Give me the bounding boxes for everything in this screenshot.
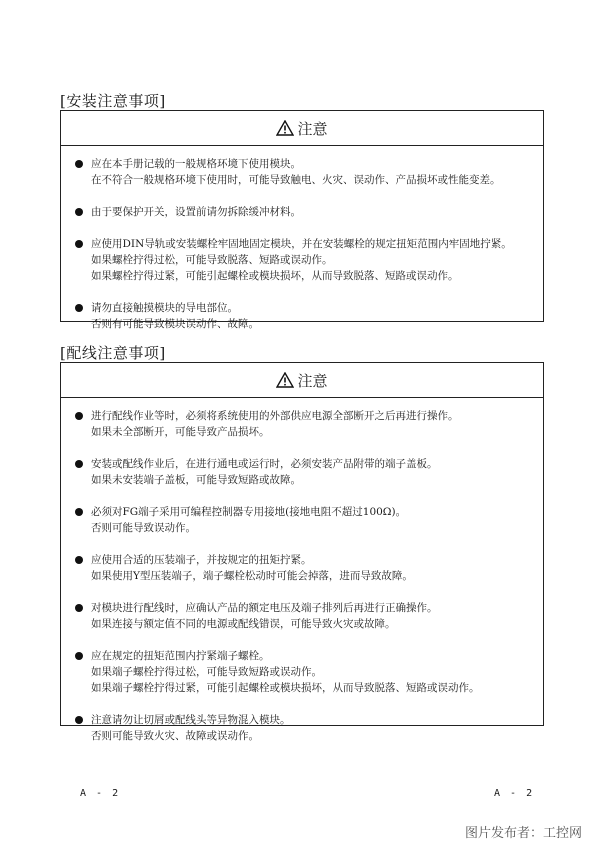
caution-item — [73, 552, 531, 584]
bullet-icon — [75, 460, 83, 468]
install-section-title: [安装注意事项] — [60, 92, 166, 110]
caution-item — [73, 408, 531, 440]
caution-text-line: 安装或配线作业后，在进行通电或运行时，必须安装产品附带的端子盖板。 — [91, 458, 438, 470]
wiring-section-title: [配线注意事项] — [60, 344, 166, 362]
bullet-icon — [75, 240, 83, 248]
caution-text-line: 由于要保护开关，设置前请勿拆除缓冲材料。 — [91, 206, 301, 218]
install-caution-label: 注意 — [297, 119, 328, 138]
caution-text-line: 应在规定的扭矩范围内拧紧端子螺栓。 — [91, 650, 270, 662]
bullet-icon — [75, 412, 83, 420]
caution-text-line: 如果未安装端子盖板，可能导致短路或故障。 — [91, 474, 301, 486]
caution-text-line: 如果连接与额定值不同的电源或配线错误，可能导致火灾或故障。 — [91, 618, 396, 630]
bullet-icon — [75, 160, 83, 168]
caution-text-line: 注意请勿让切屑或配线头等异物混入模块。 — [91, 714, 291, 726]
caution-text-line: 如果螺栓拧得过紧，可能引起螺栓或模块损坏，从而导致脱落、短路或误动作。 — [91, 270, 459, 282]
caution-text-line: 如果端子螺栓拧得过紧，可能引起螺栓或模块损坏，从而导致脱落、短路或误动作。 — [91, 682, 480, 694]
page-number-left: A - 2 — [80, 788, 121, 799]
bullet-icon — [75, 604, 83, 612]
install-caution-header — [61, 111, 543, 146]
publisher-watermark: 图片发布者：工控网 — [464, 826, 582, 841]
caution-text-line: 否则有可能导致模块误动作、故障。 — [91, 318, 259, 330]
bullet-icon — [75, 508, 83, 516]
bullet-icon — [75, 208, 83, 216]
caution-item — [73, 156, 531, 188]
page-number-right: A - 2 — [494, 788, 535, 799]
warning-triangle-icon — [276, 372, 294, 388]
install-items — [61, 146, 543, 332]
caution-item — [73, 300, 531, 332]
caution-text-line: 如果使用Y型压装端子，端子螺栓松动时可能会掉落，进而导致故障。 — [91, 570, 413, 582]
caution-text-line: 否则可能导致误动作。 — [91, 522, 196, 534]
caution-item — [73, 648, 531, 696]
caution-item — [73, 204, 531, 220]
bullet-icon — [75, 556, 83, 564]
caution-text-line: 如果端子螺栓拧得过松，可能导致短路或误动作。 — [91, 666, 322, 678]
bullet-icon — [75, 304, 83, 312]
caution-text-line: 进行配线作业等时，必须将系统使用的外部供应电源全部断开之后再进行操作。 — [91, 410, 459, 422]
caution-item — [73, 712, 531, 744]
caution-item — [73, 236, 531, 284]
caution-text-line: 对模块进行配线时，应确认产品的额定电压及端子排列后再进行正确操作。 — [91, 602, 438, 614]
caution-item — [73, 456, 531, 488]
caution-text-line: 在不符合一般规格环境下使用时，可能导致触电、火灾、误动作、产品损坏或性能变差。 — [91, 174, 501, 186]
wiring-caution-box — [60, 362, 544, 742]
caution-text-line: 必须对FG端子采用可编程控制器专用接地(接地电阻不超过100Ω)。 — [91, 506, 407, 518]
wiring-items — [61, 398, 543, 744]
caution-text-line: 应在本手册记载的一般规格环境下使用模块。 — [91, 158, 301, 170]
bullet-icon — [75, 716, 83, 724]
install-caution-box — [60, 110, 544, 330]
caution-item — [73, 600, 531, 632]
caution-text-line: 如果螺栓拧得过松，可能导致脱落、短路或误动作。 — [91, 254, 333, 266]
wiring-caution-label: 注意 — [297, 371, 328, 390]
caution-item — [73, 504, 531, 536]
wiring-caution-header — [61, 363, 543, 398]
bullet-icon — [75, 652, 83, 660]
caution-text-line: 应使用合适的压装端子，并按规定的扭矩拧紧。 — [91, 554, 312, 566]
caution-text-line: 否则可能导致火灾、故障或误动作。 — [91, 730, 259, 742]
caution-text-line: 如果未全部断开，可能导致产品损坏。 — [91, 426, 270, 438]
caution-text-line: 请勿直接触摸模块的导电部位。 — [91, 302, 238, 314]
warning-triangle-icon — [276, 120, 294, 136]
caution-text-line: 应使用DIN导轨或安装螺栓牢固地固定模块，并在安装螺栓的规定扭矩范围内牢固地拧紧。 — [91, 238, 512, 250]
